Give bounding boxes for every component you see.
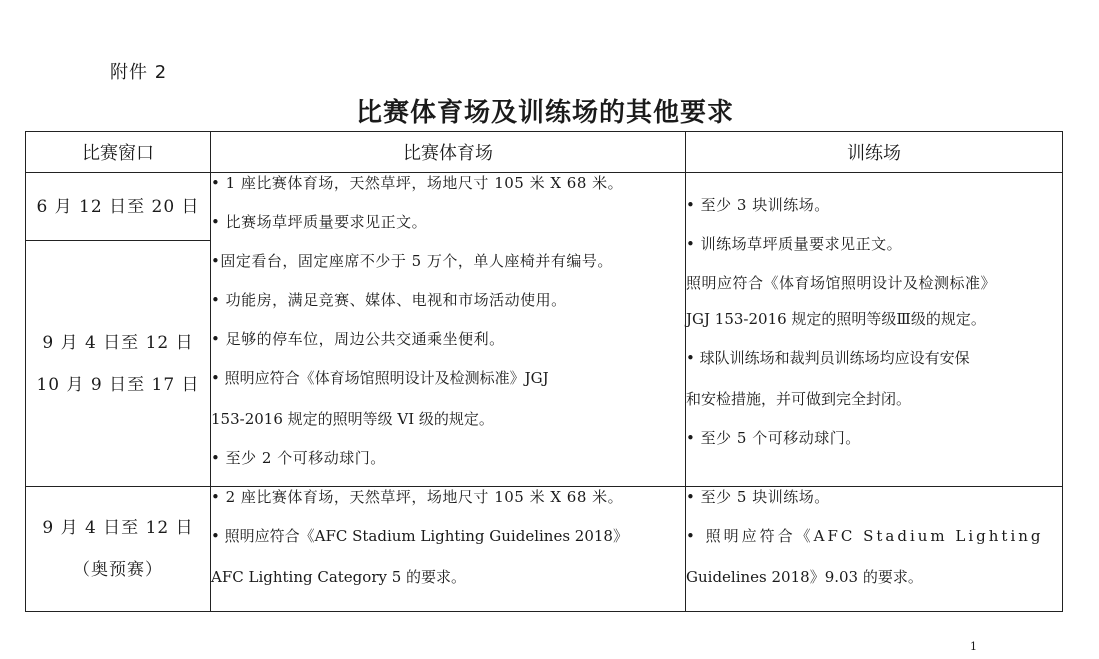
document-title: 比赛体育场及训练场的其他要求 (355, 98, 734, 128)
list-item: • 2 座比赛体育场，天然草坪，场地尺寸 105 米 X 68 米。 (211, 488, 624, 506)
list-item: • 至少 3 块训练场。 (686, 196, 830, 214)
window-cell (26, 173, 211, 241)
list-item: • 至少 5 个可移动球门。 (686, 429, 861, 447)
page-number: 1 (970, 640, 977, 653)
training-requirements-cell (686, 173, 1063, 487)
window-cell (26, 241, 211, 487)
table-row (26, 487, 1063, 612)
list-item: •固定看台，固定座席不少于 5 万个，单人座椅并有编号。 (211, 252, 613, 270)
list-item: • 足够的停车位，周边公共交通乘坐便利。 (211, 330, 505, 348)
list-item (686, 348, 1062, 409)
window-date-june: 6 月 12 日至 20 日 (36, 196, 200, 217)
list-item: • 至少 5 块训练场。 (686, 488, 830, 506)
window-olympic-qualifier: （奥预赛） (73, 560, 163, 580)
stadium-requirements-cell (211, 173, 686, 487)
table-row (26, 173, 1063, 241)
window-cell (26, 487, 211, 612)
list-item: • 功能房，满足竞赛、媒体、电视和市场活动使用。 (211, 291, 567, 309)
attachment-label: 附件 2 (110, 62, 168, 83)
list-item-line: • 照明应符合《AFC Stadium Lighting (686, 527, 1044, 545)
list-item: 照明应符合《体育场馆照明设计及检测标准》 (686, 274, 997, 292)
list-item: • 至少 2 个可移动球门。 (211, 449, 386, 467)
window-date-september: 9 月 4 日至 12 日 (42, 332, 194, 353)
training-requirements-cell (686, 487, 1063, 612)
list-item-line: AFC Lighting Category 5 的要求。 (211, 568, 467, 586)
header-match-window: 比赛窗口 (26, 132, 211, 173)
list-item (686, 526, 1062, 587)
list-item (686, 309, 1062, 329)
list-item-line: Guidelines 2018》9.03 的要求。 (686, 568, 923, 586)
list-item: • 训练场草坪质量要求见正文。 (686, 235, 903, 253)
list-item: • 比赛场草坪质量要求见正文。 (211, 213, 428, 231)
list-item-line: • 照明应符合《体育场馆照明设计及检测标准》JGJ (211, 369, 549, 387)
stadium-requirements-cell (211, 487, 686, 612)
list-item (211, 368, 685, 429)
header-training-ground: 训练场 (686, 132, 1063, 173)
list-item-line: 和安检措施，并可做到完全封闭。 (686, 390, 912, 408)
list-item (211, 526, 685, 587)
window-date-olympic: 9 月 4 日至 12 日 (42, 518, 194, 538)
window-date-october: 10 月 9 日至 17 日 (36, 374, 200, 395)
requirements-table (25, 131, 1063, 612)
list-item-line: • 球队训练场和裁判员训练场均应设有安保 (686, 349, 970, 367)
list-item-line: JGJ 153-2016 规定的照明等级Ⅲ级的规定。 (686, 310, 986, 328)
list-item-line: 153-2016 规定的照明等级 VI 级的规定。 (211, 410, 494, 428)
list-item: • 1 座比赛体育场，天然草坪，场地尺寸 105 米 X 68 米。 (211, 174, 624, 192)
header-stadium: 比赛体育场 (211, 132, 686, 173)
list-item-line: • 照明应符合《AFC Stadium Lighting Guidelines 2018》 (211, 527, 628, 545)
table-header-row (26, 132, 1063, 173)
